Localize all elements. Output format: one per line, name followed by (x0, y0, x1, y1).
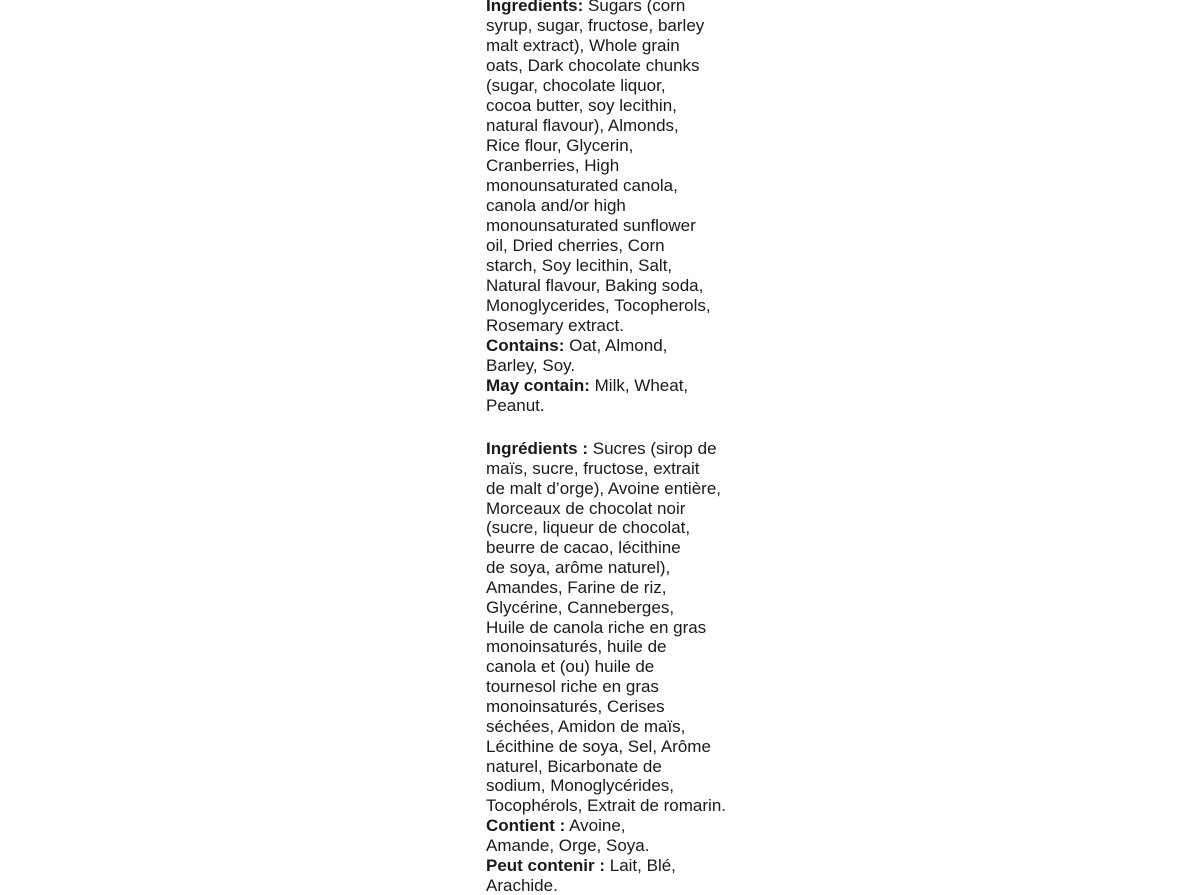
english-ingredients-line: Ingredients: Sugars (corn (486, 0, 726, 16)
english-ingredients-line: monounsaturated sunflower (486, 216, 696, 235)
english-ingredients-line: Natural flavour, Baking soda, (486, 276, 704, 295)
french-ingredients-line: Morceaux de chocolat noir (486, 498, 686, 518)
french-may-contain-line: Arachide. (486, 875, 558, 895)
english-ingredients-line: natural flavour), Almonds, (486, 116, 679, 135)
french-ingredients-line: tournesol riche en gras (486, 677, 659, 697)
french-ingredients-line: naturel, Bicarbonate de (486, 756, 662, 776)
english-contains-line: Contains: Oat, Almond, (486, 336, 668, 355)
english-may-contain-line: May contain: Milk, Wheat, (486, 376, 689, 395)
english-ingredients-line: cocoa butter, soy lecithin, (486, 96, 677, 115)
french-contains-line: Amande, Orge, Soya. (486, 835, 650, 855)
english-ingredients-line: syrup, sugar, fructose, barley (486, 16, 705, 35)
french-ingredients-line: maïs, sucre, fructose, extrait (486, 458, 700, 478)
english-ingredients-line: canola and/or high (486, 196, 626, 215)
french-contains-heading: Contient : (486, 816, 566, 836)
french-ingredients-line: de soya, arôme naturel), (486, 558, 671, 578)
english-ingredients-line: Rice flour, Glycerin, (486, 136, 634, 155)
french-ingredients-line: Huile de canola riche en gras (486, 617, 707, 637)
english-ingredients-heading: Ingredients: (486, 0, 584, 15)
english-ingredients-line: monounsaturated canola, (486, 176, 678, 195)
english-ingredients-line: Monoglycerides, Tocopherols, (486, 296, 711, 315)
french-ingredients-line: Glycérine, Canneberges, (486, 597, 675, 617)
english-ingredients-line: Cranberries, High (486, 156, 620, 175)
english-may-contain-heading: May contain: (486, 376, 590, 395)
english-may-contain-line: Peanut. (486, 396, 545, 415)
french-ingredients-block (486, 439, 726, 895)
french-ingredients-line: Tocophérols, Extrait de romarin. (486, 796, 726, 816)
english-ingredients-line: (sugar, chocolate liquor, (486, 76, 666, 95)
french-ingredients-line: Amandes, Farine de riz, (486, 577, 667, 597)
french-may-contain-heading: Peut contenir : (486, 855, 606, 875)
ingredients-label-panel (486, 0, 726, 895)
french-ingredients-line: (sucre, liqueur de chocolat, (486, 518, 691, 538)
french-ingredients-line: de malt d’orge), Avoine entière, (486, 478, 721, 498)
english-contains-heading: Contains: (486, 336, 565, 355)
french-ingredients-line: Lécithine de soya, Sel, Arôme (486, 736, 711, 756)
french-contains-line: Contient : Avoine, (486, 816, 626, 836)
english-ingredients-line: starch, Soy lecithin, Salt, (486, 256, 673, 275)
english-ingredients-line: malt extract), Whole grain (486, 36, 680, 55)
french-ingredients-line: sodium, Monoglycérides, (486, 776, 675, 796)
english-ingredients-line: oats, Dark chocolate chunks (486, 56, 700, 75)
french-may-contain-line: Peut contenir : Lait, Blé, (486, 855, 676, 875)
english-contains-line: Barley, Soy. (486, 356, 576, 375)
french-ingredients-line: canola et (ou) huile de (486, 657, 655, 677)
english-ingredients-line: oil, Dried cherries, Corn (486, 236, 665, 255)
english-ingredients-line: Rosemary extract. (486, 316, 624, 335)
french-ingredients-line: monoinsaturés, Cerises (486, 696, 665, 716)
french-ingredients-line: monoinsaturés, huile de (486, 637, 667, 657)
french-ingredients-line: Ingrédients : Sucres (sirop de (486, 439, 717, 458)
french-ingredients-line: beurre de cacao, lécithine (486, 538, 681, 558)
french-ingredients-line: séchées, Amidon de maïs, (486, 716, 686, 736)
french-ingredients-heading: Ingrédients : (486, 439, 589, 458)
english-ingredients-block (486, 0, 726, 416)
